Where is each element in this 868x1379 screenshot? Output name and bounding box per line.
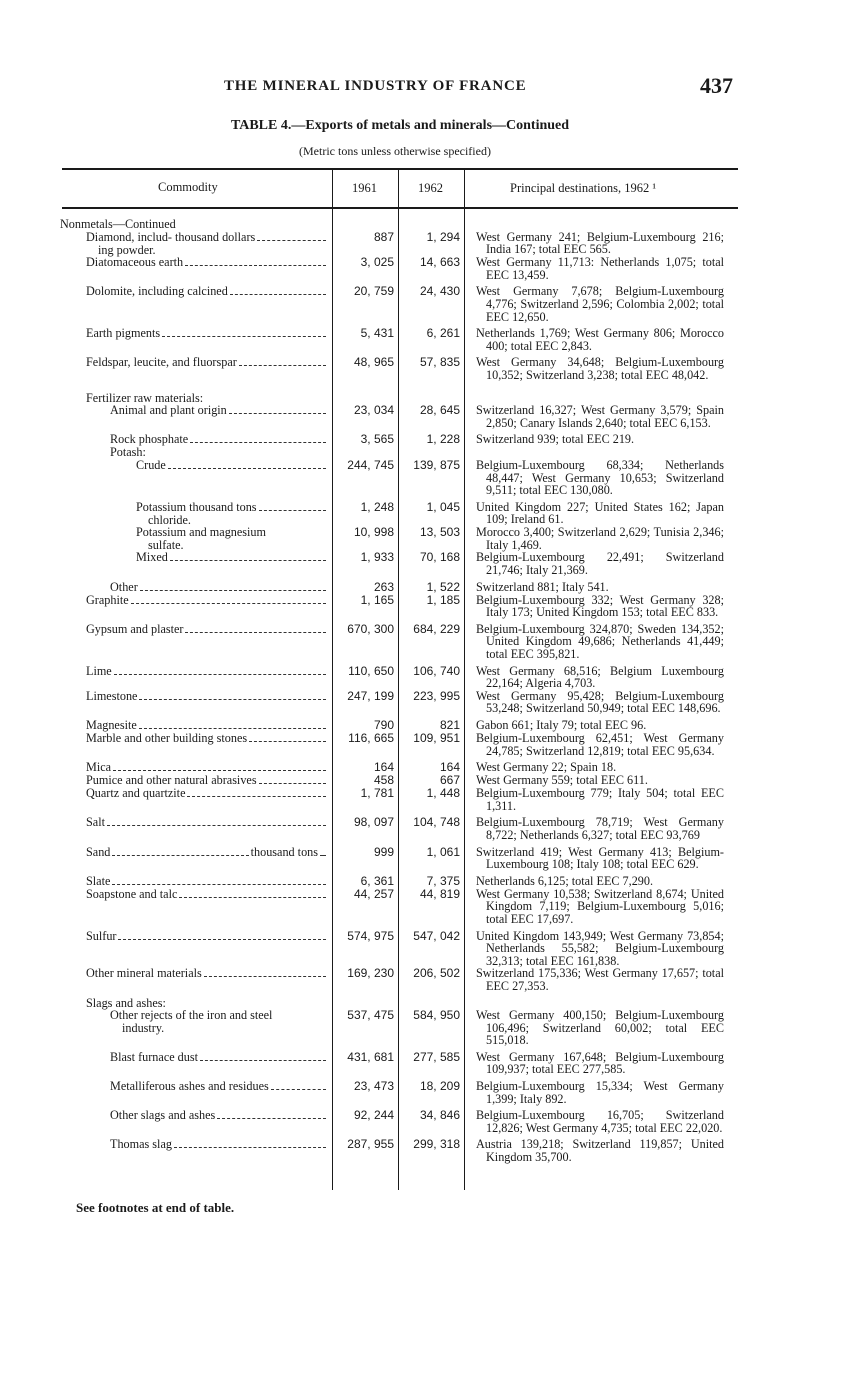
destinations-text: Austria 139,218; Switzerland 119,857; United Kingdom 35,700. [476,1137,724,1165]
value-1961: 44, 257 [353,886,394,901]
destinations-cell [462,732,724,757]
commodity-label-continued: ing powder. [98,242,156,257]
dot-leader [229,413,326,414]
value-1962: 1, 045 [426,499,460,514]
commodity-label: Other slags and ashes [110,1108,216,1123]
commodity-label-continued: chloride. [148,512,191,527]
destinations-text: Switzerland 881; Italy 541. [476,579,609,594]
value-1962: 6, 261 [426,326,460,341]
destinations-cell [462,285,724,323]
value-1961: 110, 650 [348,663,394,678]
value-1962: 299, 318 [413,1137,460,1152]
commodity-cell [60,816,330,829]
commodity-cell [60,1009,330,1034]
value-1961: 3, 025 [360,255,394,270]
header-destinations: Principal destinations, 1962 ¹ [510,181,657,195]
commodity-label: Animal and plant origin [110,403,227,418]
value-1961: 1, 165 [360,592,394,607]
commodity-cell [60,327,330,340]
destinations-cell [462,930,724,968]
commodity-label: Diatomaceous earth [86,255,184,270]
header-commodity: Commodity [158,180,218,194]
dot-leader [190,442,326,443]
destinations-text: United Kingdom 143,949; West Germany 73,854; Netherlands 55,582; Belgium-Luxembourg 32,313; total EEC 161,838. [476,928,724,968]
value-1962: 584, 950 [413,1008,460,1023]
commodity-cell [60,1051,330,1064]
destinations-text: Belgium-Luxembourg 779; Italy 504; total EEC 1,311. [476,786,724,813]
value-1962: 164 [439,760,460,775]
commodity-label: Crude [136,457,166,472]
value-1962: 684, 229 [413,621,460,636]
destinations-text: West Germany 7,678; Belgium-Luxembourg 4,776; Switzerland 2,596; Colombia 2,002; total EEC 12,650. [476,284,724,324]
commodity-cell [60,1080,330,1093]
dot-leader [139,699,326,700]
destinations-cell [462,1009,724,1047]
destinations-text: West Germany 10,538; Switzerland 8,674; United Kingdom 7,119; Belgium-Luxembourg 5,016; total EEC 17,697. [476,886,724,926]
dot-leader [140,590,326,591]
commodity-label: Slags and ashes: [86,995,166,1010]
commodity-cell [60,218,330,231]
dot-leader [170,560,326,561]
table-row [60,787,740,812]
commodity-label: Other mineral materials [86,966,202,981]
value-1961: 10, 998 [353,525,394,540]
commodity-cell [60,846,330,859]
value-1962: 206, 502 [413,966,460,981]
value-1962: 18, 209 [419,1079,460,1094]
table-title: TABLE 4.—Exports of metals and minerals—Continued [230,118,570,133]
destinations-cell [462,787,724,812]
destinations-cell [462,356,724,381]
dot-leader [162,336,326,337]
unit-label: thousand tons [250,844,318,859]
table-row [60,433,740,446]
commodity-cell [60,256,330,269]
destinations-text: West Germany 400,150; Belgium-Luxembourg 106,496; Switzerland 60,002; total EEC 515,018. [476,1008,724,1048]
destinations-cell [462,327,724,352]
footnote-reference: See footnotes at end of table. [76,1200,235,1215]
dot-leader [179,897,326,898]
dot-leader [200,1060,326,1061]
value-1962: 139, 875 [413,457,460,472]
value-1962: 24, 430 [419,284,460,299]
commodity-label: Other rejects of the iron and steel [110,1008,273,1023]
commodity-label: Fertilizer raw materials: [86,390,204,405]
header-1962: 1962 [418,181,443,195]
value-1961: 98, 097 [353,815,394,830]
dot-leader [271,1089,326,1090]
destinations-text: Netherlands 1,769; West Germany 806; Morocco 400; total EEC 2,843. [476,326,724,353]
destinations-text: West Germany 34,648; Belgium-Luxembourg 10,352; Switzerland 3,238; total EEC 48,042. [476,355,724,382]
commodity-label: Salt [86,815,105,830]
table-row [60,526,740,551]
value-1961: 574, 975 [347,928,394,943]
destinations-cell [462,967,724,992]
dot-leader [107,825,326,826]
commodity-label: Mixed [136,550,168,565]
dot-leader [139,728,326,729]
dot-leader [259,783,326,784]
commodity-label: Quartz and quartzite [86,786,186,801]
destinations-text: Gabon 661; Italy 79; total EEC 96. [476,718,647,732]
table-row [60,327,740,352]
value-1962: 547, 042 [413,928,460,943]
value-1961: 1, 933 [360,550,394,565]
dot-leader [112,884,326,885]
destinations-text: West Germany 22; Spain 18. [476,760,617,775]
value-1962: 821 [439,718,460,732]
commodity-label: Soapstone and talc [86,886,178,901]
dot-leader [257,240,326,241]
table-row [60,846,740,871]
value-1962: 34, 846 [419,1108,460,1123]
destinations-text: Switzerland 419; West Germany 413; Belgium-Luxembourg 108; Italy 108; total EEC 629. [476,844,724,872]
value-1962: 1, 185 [426,592,460,607]
value-1962: 667 [439,773,460,788]
value-1961: 287, 955 [347,1137,394,1152]
value-1961: 48, 965 [353,355,394,370]
value-1961: 1, 248 [360,499,394,514]
commodity-label: Blast furnace dust [110,1049,198,1064]
dot-leader [112,855,248,856]
commodity-cell [60,285,330,298]
destinations-text: Belgium-Luxembourg 62,451; West Germany 24,785; Switzerland 12,819; total EEC 95,634. [476,731,724,758]
table-row [60,690,740,715]
table-row [60,1109,740,1134]
value-1962: 70, 168 [419,550,460,565]
destinations-cell [462,231,724,256]
table-row [60,623,740,661]
value-1961: 670, 300 [347,621,394,636]
commodity-label: Mica [86,760,112,775]
value-1961: 6, 361 [360,873,394,888]
commodity-label: Potassium thousand tons [136,499,257,514]
dot-leader [259,510,326,511]
page-number: 437 [700,73,733,98]
destinations-cell [462,761,724,774]
destinations-cell [462,623,724,661]
table-row [60,888,740,926]
destinations-text: Belgium-Luxembourg 16,705; Switzerland 12,826; West Germany 4,735; total EEC 22,020. [476,1108,724,1135]
destinations-text: West Germany 11,713: Netherlands 1,075; total EEC 13,459. [476,255,724,282]
destinations-cell [462,888,724,926]
running-head [0,70,868,102]
destinations-cell [462,501,724,526]
commodity-label: Graphite [86,592,129,607]
commodity-cell [60,433,330,446]
destinations-text: Netherlands 6,125; total EEC 7,290. [476,873,654,888]
table-row [60,356,740,381]
destinations-text: Belgium-Luxembourg 324,870; Sweden 134,352; United Kingdom 49,686; Netherlands 41,449; total EEC 395,821. [476,621,724,662]
table-row [60,256,740,281]
value-1961: 887 [373,229,394,244]
table-row [60,501,740,527]
value-1961: 23, 473 [353,1079,394,1094]
table-row [60,967,740,992]
dot-leader [249,741,326,742]
commodity-cell [60,787,330,800]
table-row [60,581,740,594]
value-1961: 247, 199 [347,688,394,703]
table-top-rule [62,168,738,170]
dot-leader [185,265,326,266]
commodity-cell [60,356,330,369]
destinations-cell [462,816,724,841]
table-body [60,218,740,1164]
destinations-text: Morocco 3,400; Switzerland 2,629; Tunisia 2,346; Italy 1,469. [476,525,724,552]
destinations-text: Switzerland 939; total EEC 219. [476,432,635,447]
value-1961: 23, 034 [353,403,394,418]
value-1962: 1, 061 [426,844,460,859]
destinations-cell [462,665,724,690]
commodity-cell [60,594,330,607]
value-1962: 44, 819 [419,886,460,901]
commodity-label: Limestone [86,688,138,703]
dot-leader [230,294,326,295]
table-row [60,1080,740,1105]
value-1962: 106, 740 [413,663,460,678]
dot-leader [239,365,326,366]
commodity-cell [60,967,330,980]
destinations-text: Belgium-Luxembourg 15,334; West Germany 1,399; Italy 892. [476,1079,724,1106]
table-row [60,1009,740,1047]
commodity-label: Earth pigments [86,326,161,341]
commodity-cell [60,875,330,888]
commodity-cell [60,526,330,551]
table-row [60,1138,740,1163]
destinations-cell [462,433,724,446]
running-title: THE MINERAL INDUSTRY OF FRANCE [224,78,527,94]
commodity-label: Diamond, includ- thousand dollars [86,229,256,244]
commodity-label-continued: industry. [122,1020,165,1035]
destinations-cell [462,256,724,281]
value-1961: 244, 745 [347,457,394,472]
destinations-text: Belgium-Luxembourg 78,719; West Germany 8,722; Netherlands 6,327; total EEC 93,769 [476,815,724,842]
destinations-text: Switzerland 16,327; West Germany 3,579; Spain 2,850; Canary Islands 2,640; total EEC 6,153. [476,403,724,430]
commodity-label: Potash: [110,445,146,460]
commodity-cell [60,446,330,459]
dot-leader [217,1118,326,1119]
commodity-label-continued: sulfate. [148,537,184,552]
table-row [60,404,740,429]
dot-leader [320,855,326,856]
value-1962: 1, 448 [426,786,460,801]
destinations-cell [462,551,724,576]
table-row [60,875,740,888]
value-1962: 57, 835 [419,355,460,370]
value-1961: 116, 665 [348,731,394,745]
commodity-cell [60,501,330,527]
value-1962: 104, 748 [413,815,460,830]
table-row [60,594,740,619]
dot-leader [113,770,326,771]
destinations-text: Switzerland 175,336; West Germany 17,657; total EEC 27,353. [476,966,724,993]
table-row [60,665,740,690]
commodity-cell [60,581,330,594]
commodity-cell [60,551,330,564]
commodity-label: Pumice and other natural abrasives [86,773,257,788]
value-1962: 1, 522 [426,579,460,594]
destinations-cell [462,594,724,619]
table-row [60,218,740,231]
dot-leader [114,674,326,675]
commodity-label: Other [110,579,138,594]
value-1961: 431, 681 [347,1049,394,1064]
table-row [60,551,740,576]
commodity-cell [60,404,330,417]
table-row [60,816,740,841]
destinations-cell [462,459,724,497]
value-1962: 1, 294 [426,229,460,244]
destinations-cell [462,719,724,732]
commodity-label: Marble and other building stones [86,731,248,745]
destinations-text: West Germany 167,648; Belgium-Luxembourg 109,937; total EEC 277,585. [476,1049,724,1077]
value-1961: 999 [373,844,394,859]
destinations-text: West Germany 95,428; Belgium-Luxembourg 53,248; Switzerland 50,949; total EEC 148,696. [476,688,724,716]
value-1962: 223, 995 [413,688,460,703]
value-1961: 20, 759 [353,284,394,299]
dot-leader [185,632,326,633]
dot-leader [187,796,326,797]
destinations-text: Belgium-Luxembourg 22,491; Switzerland 21,746; Italy 21,369. [476,550,724,578]
dot-leader [168,468,326,469]
value-1961: 3, 565 [360,432,394,447]
destinations-cell [462,875,724,888]
commodity-cell [60,665,330,678]
dot-leader [118,939,326,940]
value-1961: 263 [373,579,394,594]
value-1962: 277, 585 [413,1049,460,1064]
value-1961: 169, 230 [347,966,394,981]
value-1961: 458 [373,773,394,788]
commodity-label: Dolomite, including calcined [86,284,228,299]
destinations-cell [462,1051,724,1076]
value-1962: 13, 503 [419,525,460,540]
commodity-label: Slate [86,873,111,888]
dot-leader [204,976,326,977]
table-row [60,285,740,323]
table-row [60,930,740,968]
commodity-label: Potassium and magnesium [136,525,266,540]
commodity-label: Thomas slag [110,1137,172,1152]
commodity-cell [60,690,330,703]
commodity-cell [60,930,330,943]
destinations-cell [462,774,724,787]
table-row [60,1051,740,1076]
commodity-label: Lime [86,663,112,678]
value-1962: 14, 663 [419,255,460,270]
dot-leader [131,603,326,604]
value-1961: 92, 244 [353,1108,394,1123]
commodity-label: Rock phosphate [110,432,189,447]
value-1962: 28, 645 [419,403,460,418]
value-1961: 537, 475 [347,1008,394,1023]
dot-leader [174,1147,326,1148]
destinations-cell [462,1109,724,1134]
table-row [60,459,740,497]
commodity-cell [60,732,330,745]
destinations-text: West Germany 241; Belgium-Luxembourg 216; India 167; total EEC 565. [476,229,724,257]
value-1961: 790 [373,718,394,732]
destinations-text: United Kingdom 227; United States 162; Japan 109; Ireland 61. [476,499,724,527]
destinations-text: Belgium-Luxembourg 332; West Germany 328; Italy 173; United Kingdom 153; total EEC 833. [476,592,724,620]
commodity-cell [60,1138,330,1151]
commodity-label: Metalliferous ashes and residues [110,1079,269,1094]
commodity-cell [60,459,330,472]
commodity-label: Nonmetals—Continued [60,217,176,231]
commodity-label: Feldspar, leucite, and fluorspar [86,355,237,370]
table-row [60,732,740,757]
table-row [60,231,740,257]
destinations-cell [462,1080,724,1105]
table-subtitle: (Metric tons unless otherwise specified) [299,144,491,158]
destinations-cell [462,1138,724,1163]
destinations-cell [462,404,724,429]
value-1962: 7, 375 [426,873,460,888]
commodity-label: Sand [86,844,111,859]
commodity-label: Magnesite [86,718,137,732]
value-1961: 164 [373,760,394,775]
destinations-cell [462,526,724,551]
commodity-cell [60,888,330,901]
header-bottom-rule [62,207,738,209]
commodity-cell [60,623,330,636]
commodity-label: Sulfur [86,928,117,943]
header-1961: 1961 [352,181,377,195]
destinations-cell [462,846,724,871]
commodity-label: Gypsum and plaster [86,621,184,636]
commodity-cell [60,1109,330,1122]
value-1962: 109, 951 [413,731,460,745]
commodity-cell [60,231,330,257]
value-1961: 1, 781 [360,786,394,801]
value-1961: 5, 431 [360,326,394,341]
destinations-cell [462,690,724,715]
destinations-cell [462,581,724,594]
destinations-text: West Germany 68,516; Belgium Luxembourg 22,164; Algeria 4,703. [476,663,724,691]
destinations-text: Belgium-Luxembourg 68,334; Netherlands 48,447; West Germany 10,653; Switzerland 9,511; total EEC 130,080. [476,457,724,498]
value-1962: 1, 228 [426,432,460,447]
destinations-text: West Germany 559; total EEC 611. [476,773,648,788]
